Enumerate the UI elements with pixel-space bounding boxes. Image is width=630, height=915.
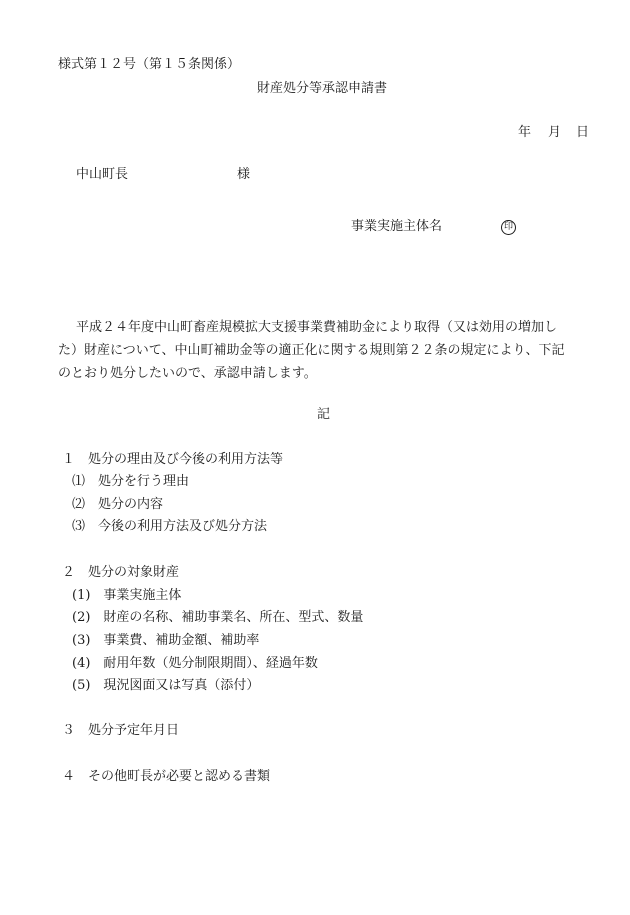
addressee-honorific: 様	[237, 167, 251, 182]
date-day: 日	[576, 125, 590, 140]
section-4-heading: ４ その他町長が必要と認める書類	[62, 769, 271, 784]
application-body	[58, 316, 592, 385]
section-heading: １ 処分の理由及び今後の利用方法等	[62, 452, 284, 467]
section-item: ⑵ 処分の内容	[72, 497, 164, 512]
section-item: ⑴ 処分を行う理由	[72, 474, 190, 489]
seal-mark-icon: 印	[501, 220, 516, 235]
section-item: (2) 財産の名称、補助事業名、所在、型式、数量	[72, 610, 364, 625]
date-month: 月	[548, 125, 562, 140]
document-title: 財産処分等承認申請書	[257, 81, 388, 96]
section-3-heading: ３ 処分予定年月日	[62, 723, 180, 738]
form-number: 様式第１２号（第１５条関係）	[58, 57, 241, 72]
section-item: (3) 事業費、補助金額、補助率	[72, 633, 260, 648]
applicant-label: 事業実施主体名	[351, 219, 443, 234]
body-line-1: 平成２４年度中山町畜産規模拡大支援事業費補助金により取得（又は効用の増加し	[76, 320, 558, 335]
section-heading: ２ 処分の対象財産	[62, 565, 180, 580]
date-year: 年	[518, 125, 532, 140]
body-line-2: た）財産について、中山町補助金等の適正化に関する規則第２２条の規定により、下記	[58, 343, 565, 358]
section-item: (4) 耐用年数（処分制限期間）、経過年数	[72, 656, 318, 671]
body-line-3: のとおり処分したいので、承認申請します。	[58, 366, 317, 381]
section-item: (5) 現況図面又は写真（添付）	[72, 678, 260, 693]
ki-note-marker: 記	[317, 407, 331, 422]
addressee-name: 中山町長	[76, 167, 129, 182]
section-item: ⑶ 今後の利用方法及び処分方法	[72, 519, 268, 534]
section-item: (1) 事業実施主体	[72, 588, 182, 603]
